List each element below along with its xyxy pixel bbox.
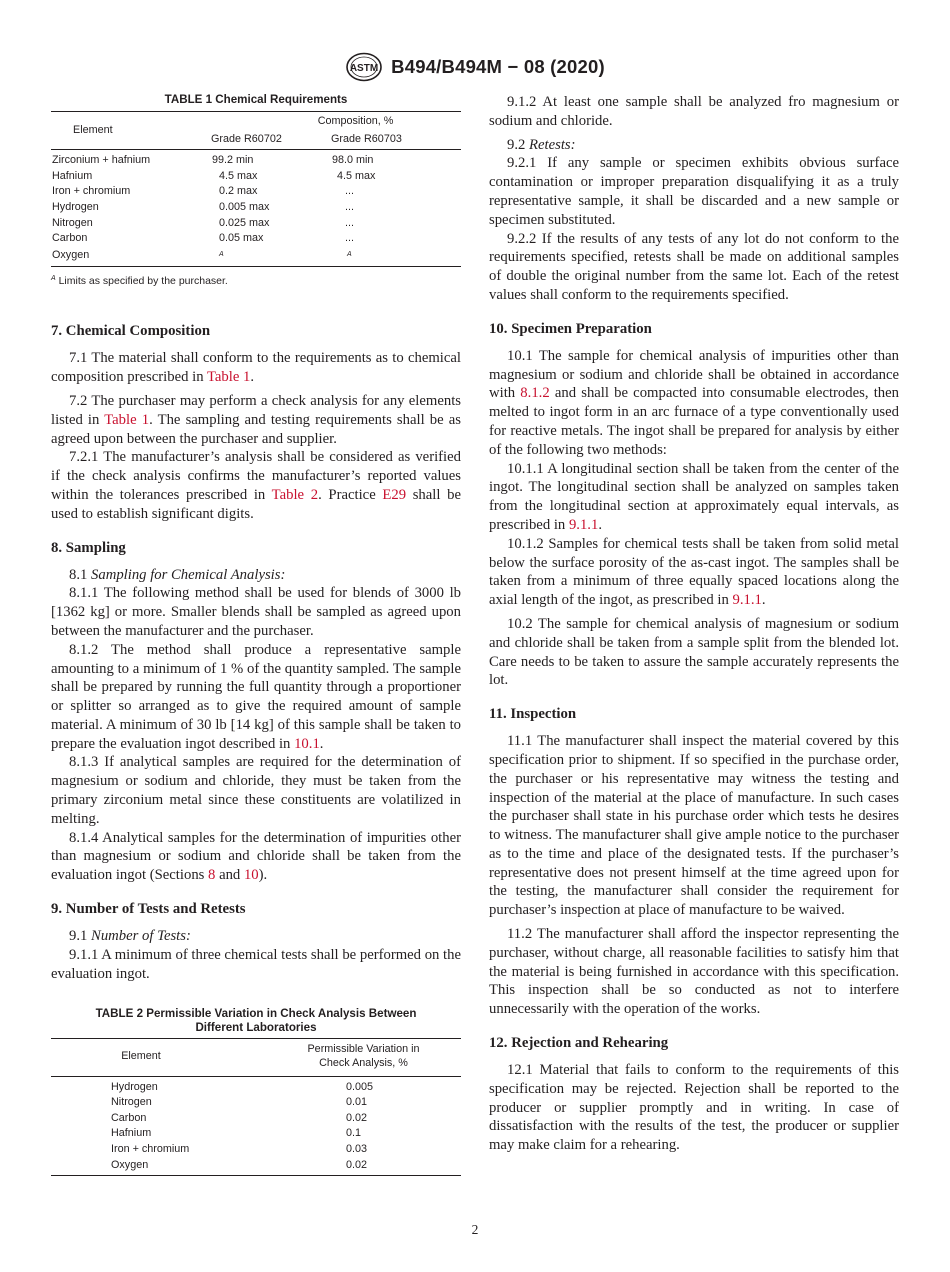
- page-header: [0, 52, 950, 86]
- link-9-1-1[interactable]: 9.1.1: [732, 592, 762, 609]
- table-row: [51, 1076, 461, 1095]
- link-table-1[interactable]: Table 1: [104, 411, 150, 428]
- table-cell-grade-a: 99.2 min: [212, 154, 254, 167]
- link-8-1-2[interactable]: 8.1.2: [520, 385, 550, 402]
- link-10-1[interactable]: 10.1: [294, 735, 320, 752]
- paragraph-7-2: 7.2 The purchaser may perform a check analysis for any elements listed in Table 1. The sampling and testing requirements shall be as agreed upon between the purchaser and supplier.: [51, 392, 461, 447]
- table-row: [51, 1142, 461, 1158]
- paragraph-8-1-3: 8.1.3 If analytical samples are required for the determination of magnesium or sodium and chloride, they must be taken from the primary zirconium metal since these constituents are volatilized in melting.: [51, 754, 461, 827]
- table-cell-element: Hydrogen: [111, 1080, 158, 1093]
- table-cell-grade-b: ...: [345, 200, 354, 213]
- table-row: [51, 184, 461, 200]
- paragraph-10-1: 10.1 The sample for chemical analysis of impurities other than magnesium or sodium and chloride shall be obtained in accordance with 8.1.2 and shall be compacted into consumable electrodes, then melted to ingot form in an arc furnace of a type conventionally used for reactive metals. The ingot shall be prepared for analysis by either of the following two methods:: [489, 347, 899, 458]
- table-2-caption: TABLE 2 Permissible Variation in Check Analysis Between Different Laboratories: [95, 1007, 417, 1035]
- table-row: [51, 231, 461, 247]
- paragraph-8-1-2: 8.1.2 The method shall produce a representative sample amounting to a minimum of 1 % of the quantity sampled. The sample shall be prepared by running the full quantity through a proportioner or splitter so arranged as to give the required amount of sample material. A minimum of 30 lb [14 kg] of this sample shall be taken to prepare the evaluation ingot described in 10.1.: [51, 641, 461, 752]
- paragraph-8-1-4: 8.1.4 Analytical samples for the determination of impurities other than magnesium or sodium and chloride shall be taken from the evaluation ingot (Sections 8 and 10).: [51, 829, 461, 884]
- table-1-footnote: $^A$ Limits as specified by the purchaser.: [51, 275, 228, 288]
- section-11-heading: 11. Inspection: [489, 706, 577, 723]
- table-cell-grade-b: ...: [345, 216, 354, 229]
- table-cell-element: Iron + chromium: [111, 1143, 190, 1156]
- table-2-header-element: Element: [51, 1039, 256, 1076]
- table-row: [51, 216, 461, 232]
- table-row: [51, 1158, 461, 1176]
- section-12-heading: 12. Rejection and Rehearing: [489, 1035, 669, 1052]
- table-cell-element: Carbon: [52, 232, 88, 245]
- link-9-1-1[interactable]: 9.1.1: [568, 516, 599, 533]
- table-row: [51, 200, 461, 216]
- link-table-2[interactable]: Table 2: [271, 486, 319, 503]
- table-cell-grade-b: 98.0 min: [332, 154, 374, 167]
- table-cell-value: 0.02: [256, 1158, 461, 1176]
- section-7-heading: 7. Chemical Composition: [51, 323, 211, 340]
- table-cell-grade-b: ...: [345, 185, 354, 198]
- table-1-header-grade-b: Grade R60703: [331, 130, 461, 150]
- table-1: [51, 93, 461, 287]
- page-number: 2: [471, 1222, 479, 1237]
- table-cell-grade-a: 4.5 max: [219, 169, 258, 182]
- table-cell-value: 0.01: [346, 1096, 368, 1109]
- table-cell-grade-a: 0.005 max: [219, 200, 270, 213]
- table-cell-value: 0.005: [346, 1080, 374, 1093]
- paragraph-11-1: 11.1 The manufacturer shall inspect the material covered by this specification prior to shipment. If so specified in the purchase order, the purchaser or his representative may witness the testing and inspection of the material at the place of manufacture. In such cases the purchaser shall state in his purchase order which tests he desires to witness. The manufacturer shall give ample notice to the purchaser as to the time and place of the designated tests. If the purchaser’s representative does not present himself at the time agreed upon for the testing, the manufacturer shall consider the requirement for purchaser’s inspection at place of manufacture to be waived.: [489, 733, 899, 919]
- table-row: [51, 247, 461, 267]
- table-cell-grade-b: A: [347, 250, 352, 258]
- section-9-heading: 9. Number of Tests and Retests: [51, 901, 246, 918]
- table-cell-value: 0.1: [346, 1127, 362, 1140]
- table-cell-element: Oxygen: [51, 247, 211, 267]
- table-cell-value: 0.03: [346, 1143, 368, 1156]
- paragraph-7-2-1: 7.2.1 The manufacturer’s analysis shall be considered as verified if the check analysis confirms the manufacturer’s reported values within the tolerances prescribed in Table 2. Practice E29 shall be used to establish significant digits.: [51, 449, 461, 522]
- table-row: [51, 1111, 461, 1127]
- paragraph-10-2: 10.2 The sample for chemical analysis of magnesium or sodium and chloride shall be taken from a sample split from the blended lot. Care needs to be taken to assure the sample accurately represents the lot.: [489, 615, 899, 689]
- paragraph-10-1-1: 10.1.1 A longitudinal section shall be taken from the center of the ingot. The longitudinal section shall be analyzed on samples taken from the longitudinal section at approximately equal intervals, as prescribed in 9.1.1.: [489, 460, 899, 533]
- table-cell-value: 0.02: [346, 1111, 368, 1124]
- table-cell-element: Nitrogen: [52, 216, 93, 229]
- table-2: [51, 1007, 461, 1176]
- paragraph-9-1-1: 9.1.1 A minimum of three chemical tests shall be performed on the evaluation ingot.: [51, 946, 461, 982]
- link-table-1[interactable]: Table 1: [206, 369, 251, 386]
- table-cell-element: Hafnium: [52, 169, 93, 182]
- table-cell-grade-a: 0.025 max: [219, 216, 270, 229]
- table-1-grid: [51, 111, 461, 267]
- table-cell-element: Hafnium: [111, 1127, 152, 1140]
- table-cell-grade-b: 4.5 max: [337, 169, 376, 182]
- table-1-header-element: Element: [51, 112, 211, 150]
- link-section-8[interactable]: 8: [208, 867, 216, 884]
- table-cell-element: Zirconium + hafnium: [52, 154, 151, 167]
- table-cell-grade-a: A: [219, 250, 224, 258]
- link-e29[interactable]: E29: [382, 486, 407, 503]
- table-cell-element: Nitrogen: [111, 1096, 152, 1109]
- table-cell-grade-a: 0.05 max: [219, 232, 264, 245]
- section-10-heading: 10. Specimen Preparation: [489, 320, 652, 337]
- paragraph-9-2-2: 9.2.2 If the results of any tests of any lot do not conform to the requirements specified, retests shall be made on additional samples of double the original number from the same lot. Each of the retest values shall conform to the requirements specified.: [489, 230, 899, 303]
- table-cell-grade-a: 0.2 max: [219, 185, 258, 198]
- table-1-caption: TABLE 1 Chemical Requirements: [164, 93, 348, 106]
- paragraph-9-2: 9.2 Retests:: [507, 136, 576, 153]
- paragraph-7-1: 7.1 The material shall conform to the requirements as to chemical composition prescribed in Table 1.: [51, 350, 461, 386]
- left-column: [51, 93, 461, 1176]
- paragraph-11-2: 11.2 The manufacturer shall afford the inspector representing the purchaser, without charge, all reasonable facilities to satisfy him that the material is being furnished in accordance with this specification. This inspection shall be so conducted as not to interfere unnecessarily with the operation of the works.: [489, 926, 899, 1018]
- table-1-header-composition: Composition, %: [211, 112, 461, 130]
- paragraph-12-1: 12.1 Material that fails to conform to the requirements of this specification may be rejected. Rejection shall be reported to the producer or supplier promptly and in writing. In case of dissatisfaction with the results of the test, the producer or supplier may make claim for a rehearing.: [489, 1062, 899, 1154]
- table-cell-element: Oxygen: [51, 1158, 256, 1176]
- table-row: [51, 150, 461, 169]
- paragraph-10-1-2: 10.1.2 Samples for chemical tests shall be taken from solid metal below the surface porosity of the as-cast ingot. The samples shall be taken from a minimum of three equally spaced locations along the axial length of the ingot, as prescribed in 9.1.1.: [489, 535, 899, 609]
- table-cell-grade-b: ...: [345, 232, 354, 245]
- paragraph-9-2-1: 9.2.1 If any sample or specimen exhibits obvious surface contamination or improper preparation disqualifying it as a truly representative sample, it shall be discarded and a new sample or specimen substituted.: [489, 155, 899, 228]
- table-row: [51, 169, 461, 185]
- right-column: [489, 93, 899, 1155]
- astm-logo-icon: [345, 52, 383, 82]
- table-cell-element: Carbon: [111, 1111, 147, 1124]
- table-1-header-grade-a: Grade R60702: [211, 130, 331, 150]
- table-2-header-variation: Permissible Variation in Check Analysis, %: [256, 1039, 461, 1076]
- paragraph-8-1: 8.1 Sampling for Chemical Analysis:: [69, 566, 286, 583]
- table-2-grid: [51, 1038, 461, 1176]
- table-row: [51, 1095, 461, 1111]
- standard-designation: B494/B494M − 08 (2020): [391, 56, 605, 77]
- logo-text: ASTM: [349, 63, 379, 74]
- paragraph-9-1: 9.1 Number of Tests:: [69, 928, 191, 945]
- link-section-10[interactable]: 10: [243, 867, 259, 884]
- table-cell-element: Iron + chromium: [52, 185, 131, 198]
- paragraph-9-1-2: 9.1.2 At least one sample shall be analyzed fro magnesium or sodium and chloride.: [489, 94, 899, 129]
- table-cell-element: Hydrogen: [52, 200, 99, 213]
- table-row: [51, 1126, 461, 1142]
- section-8-heading: 8. Sampling: [51, 539, 126, 556]
- paragraph-8-1-1: 8.1.1 The following method shall be used for blends of 3000 lb [1362 kg] or more. Smaller blends shall be sampled as agreed upon between the manufacturer and the purchaser.: [51, 585, 461, 639]
